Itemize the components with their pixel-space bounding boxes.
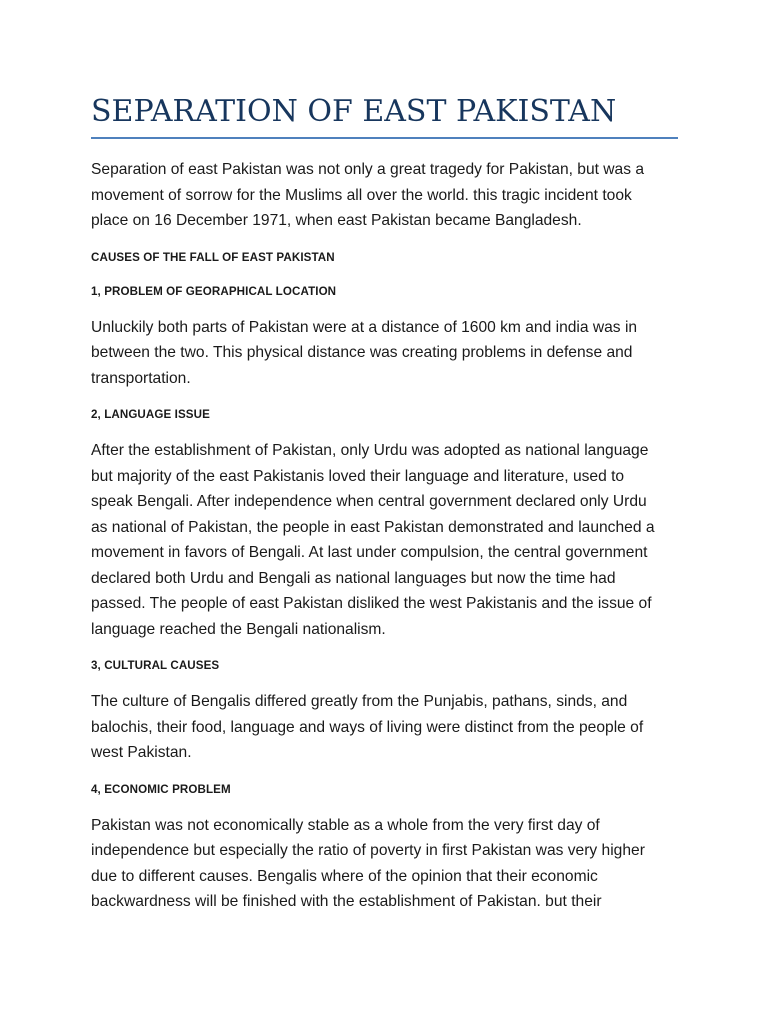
- title-underline: [91, 137, 678, 139]
- paragraph-line: language reached the Bengali nationalism.: [91, 620, 386, 638]
- paragraph-line: movement in favors of Bengali. At last under compulsion, the central government: [91, 544, 648, 561]
- paragraph-line: The culture of Bengalis differed greatly from the Punjabis, pathans, sinds, and: [91, 693, 628, 710]
- causes-heading: CAUSES OF THE FALL OF EAST PAKISTAN: [91, 250, 335, 264]
- intro-line: Separation of east Pakistan was not only a great tragedy for Pakistan, but was a: [91, 161, 645, 178]
- section-paragraph-language: [91, 438, 681, 642]
- section-heading-economy: 4, ECONOMIC PROBLEM: [91, 782, 231, 796]
- section-heading-geography: 1, PROBLEM OF GEORAPHICAL LOCATION: [91, 284, 337, 298]
- section-heading-culture: 3, CULTURAL CAUSES: [91, 659, 220, 672]
- paragraph-line: transportation.: [91, 369, 191, 387]
- intro-line: place on 16 December 1971, when east Pakistan became Bangladesh.: [91, 212, 582, 229]
- paragraph-line: Unluckily both parts of Pakistan were at a distance of 1600 km and india was in: [91, 318, 638, 336]
- paragraph-line: declared both Urdu and Bengali as national languages but now the time had: [91, 569, 616, 587]
- document-title: SEPARATION OF EAST PAKISTAN: [91, 94, 617, 129]
- paragraph-line: as national of Pakistan, the people in east Pakistan demonstrated and launched a: [91, 518, 655, 536]
- paragraph-line: speak Bengali. After independence when central government declared only Urdu: [91, 493, 647, 510]
- paragraph-line: west Pakistan.: [91, 744, 192, 761]
- paragraph-line: due to different causes. Bengalis where of the opinion that their economic: [91, 867, 598, 885]
- paragraph-line: balochis, their food, language and ways of living were distinct from the people of: [91, 718, 644, 736]
- paragraph-line: Pakistan was not economically stable as a whole from the very first day of: [91, 816, 600, 834]
- intro-line: movement of sorrow for the Muslims all over the world. this tragic incident took: [91, 186, 632, 204]
- paragraph-line: but majority of the east Pakistanis loved their language and literature, used to: [91, 467, 625, 485]
- paragraph-line: After the establishment of Pakistan, only Urdu was adopted as national language: [91, 442, 649, 459]
- paragraph-line: backwardness will be finished with the establishment of Pakistan. but their: [91, 893, 602, 910]
- paragraph-line: independence but especially the ratio of poverty in first Pakistan was very higher: [91, 842, 645, 859]
- section-paragraph-geography: [91, 315, 681, 392]
- section-heading-language: 2, LANGUAGE ISSUE: [91, 408, 210, 421]
- intro-paragraph: [91, 157, 681, 234]
- section-paragraph-culture: [91, 689, 681, 766]
- paragraph-line: passed. The people of east Pakistan disliked the west Pakistanis and the issue of: [91, 595, 652, 612]
- document-body: [91, 157, 681, 915]
- paragraph-line: between the two. This physical distance was creating problems in defense and: [91, 344, 633, 361]
- section-paragraph-economy: [91, 813, 681, 915]
